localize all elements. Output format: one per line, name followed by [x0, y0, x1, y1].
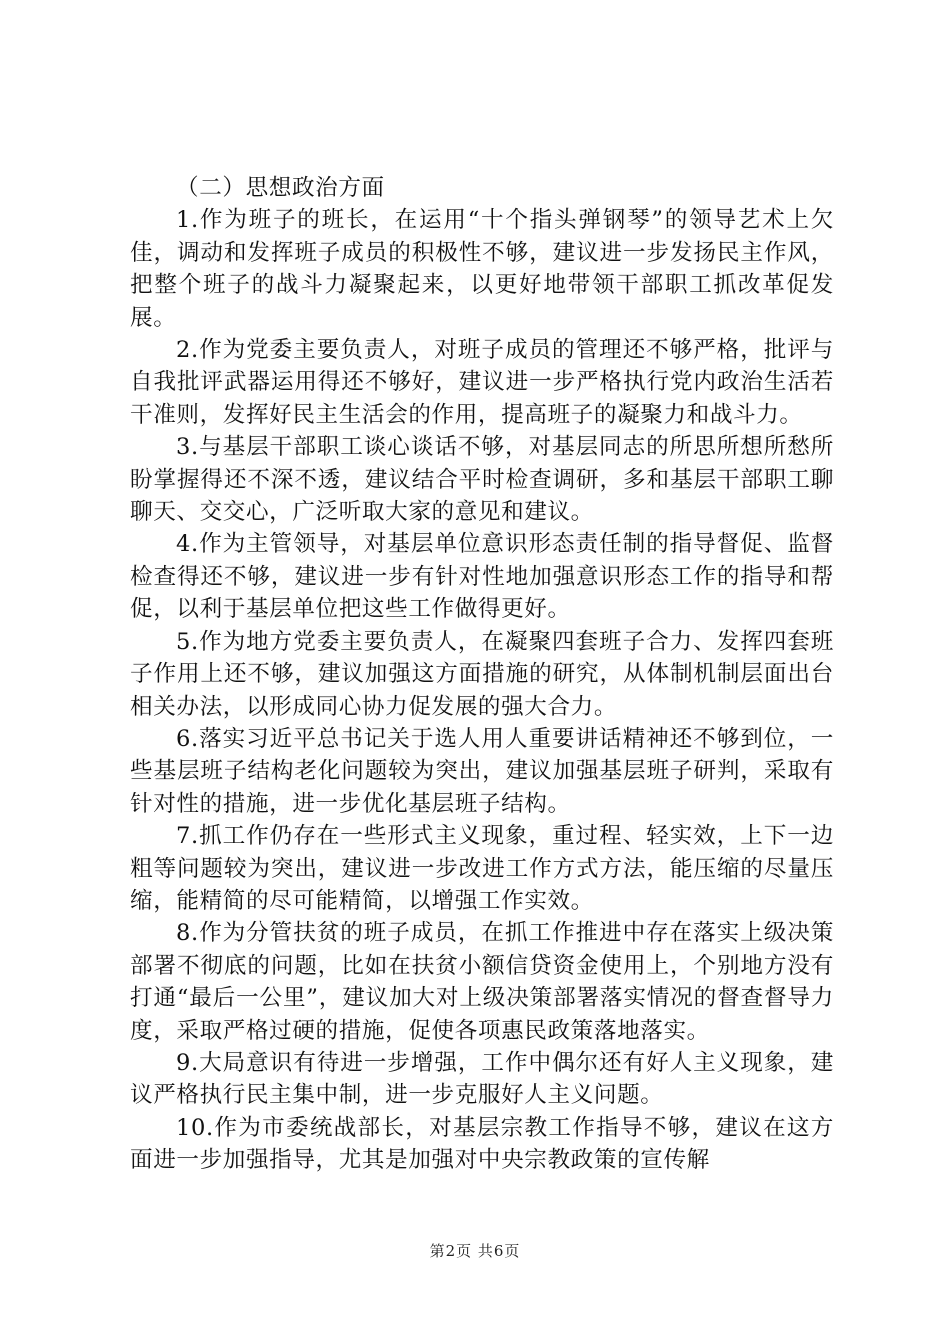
paragraph-9: 9.大局意识有待进一步增强，工作中偶尔还有好人主义现象，建议严格执行民主集中制，进一步克服好人主义问题。 — [130, 1049, 834, 1109]
paragraph-2: 2.作为党委主要负责人，对班子成员的管理还不够严格，批评与自我批评武器运用得还不够好，建议进一步严格执行党内政治生活若干准则，发挥好民主生活会的作用，提高班子的凝聚力和战斗力。 — [130, 337, 834, 428]
document-body — [130, 172, 834, 1177]
paragraph-10: 10.作为市委统战部长，对基层宗教工作指导不够，建议在这方面进一步加强指导，尤其是加强对中央宗教政策的宣传解 — [130, 1114, 834, 1174]
paragraph-7: 7.抓工作仍存在一些形式主义现象，重过程、轻实效，上下一边粗等问题较为突出，建议进一步改进工作方式方法，能压缩的尽量压缩，能精简的尽可能精简，以增强工作实效。 — [130, 823, 834, 914]
page-footer: 第2页 共6页 — [429, 1242, 521, 1260]
section-heading: （二）思想政治方面 — [176, 175, 385, 201]
paragraph-6: 6.落实习近平总书记关于选人用人重要讲话精神还不够到位，一些基层班子结构老化问题较为突出，建议加强基层班子研判，采取有针对性的措施，进一步优化基层班子结构。 — [130, 725, 834, 817]
paragraph-3: 3.与基层干部职工谈心谈话不够，对基层同志的所思所想所愁所盼掌握得还不深不透，建议结合平时检查调研，多和基层干部职工聊聊天、交交心，广泛听取大家的意见和建议。 — [130, 434, 834, 526]
paragraph-8: 8.作为分管扶贫的班子成员，在抓工作推进中存在落实上级决策部署不彻底的问题，比如在扶贫小额信贷资金使用上，个别地方没有打通“最后一公里”，建议加大对上级决策部署落实情况的督查督导力度，采取严格过硬的措施，促使各项惠民政策落地落实。 — [130, 920, 834, 1044]
paragraph-1: 1.作为班子的班长，在运用“十个指头弹钢琴”的领导艺术上欠佳，调动和发挥班子成员的积极性不够，建议进一步发扬民主作风，把整个班子的战斗力凝聚起来，以更好地带领干部职工抓改革促发展。 — [130, 207, 834, 331]
paragraph-4: 4.作为主管领导，对基层单位意识形态责任制的指导督促、监督检查得还不够，建议进一步有针对性地加强意识形态工作的指导和帮促，以利于基层单位把这些工作做得更好。 — [130, 531, 834, 623]
paragraph-5: 5.作为地方党委主要负责人，在凝聚四套班子合力、发挥四套班子作用上还不够，建议加强这方面措施的研究，从体制机制层面出台相关办法，以形成同心协力促发展的强大合力。 — [130, 628, 834, 720]
